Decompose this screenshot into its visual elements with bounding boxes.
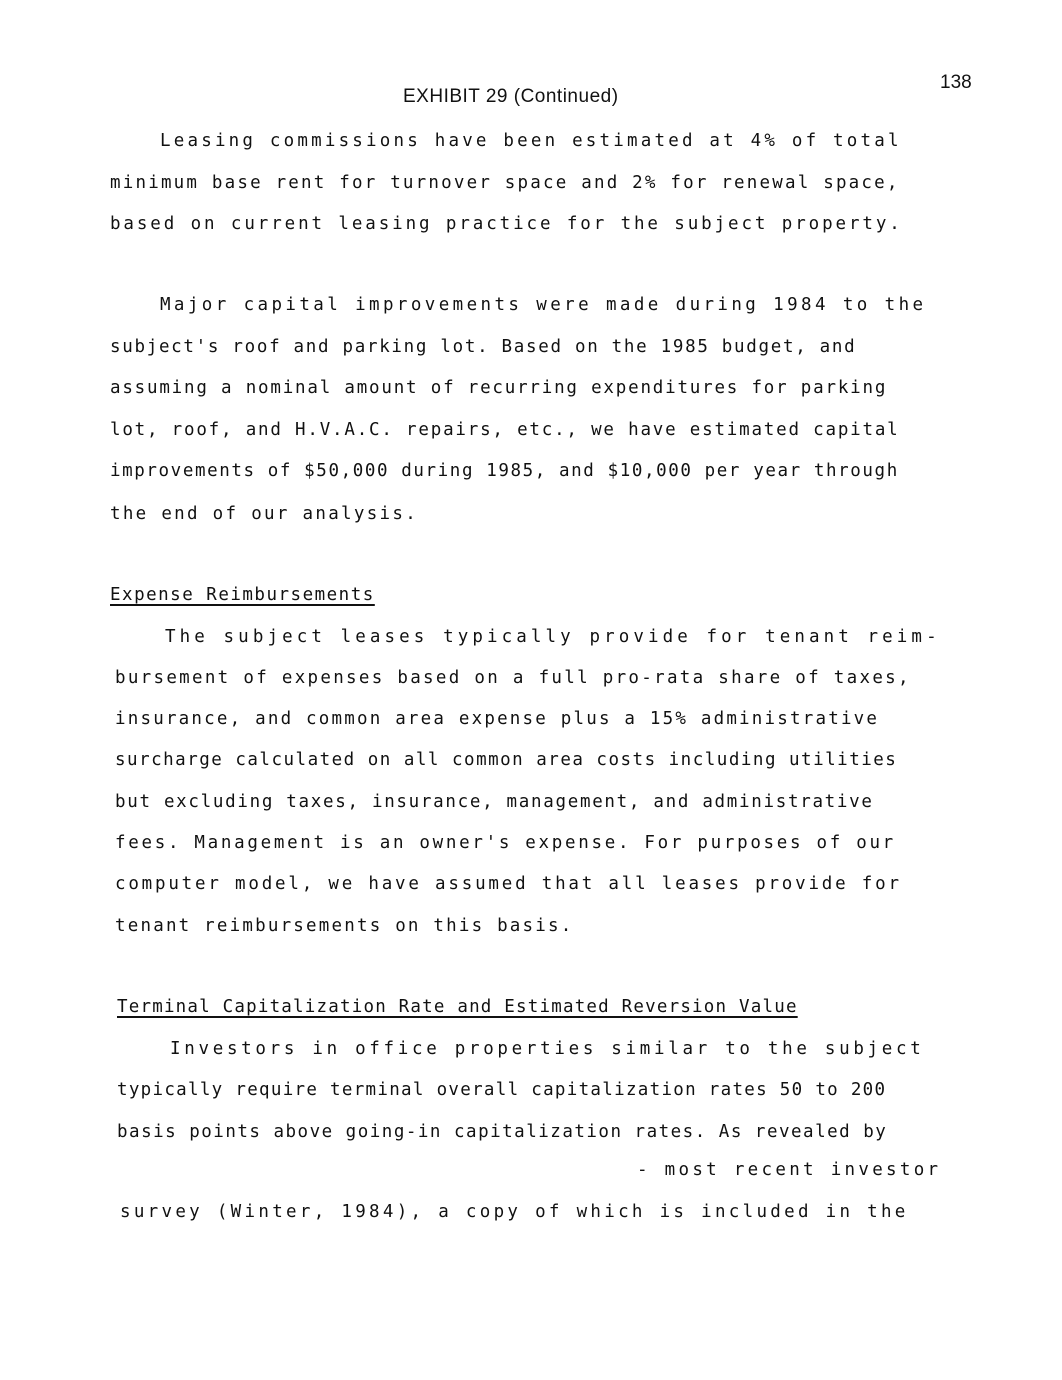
- section-heading-expense-reimbursements: Expense Reimbursements: [110, 585, 375, 605]
- terminal-line: basis points above going-in capitalization rates. As revealed by: [117, 1122, 888, 1142]
- capital-line: assuming a nominal amount of recurring expenditures for parking: [110, 378, 888, 398]
- capital-line: lot, roof, and H.V.A.C. repairs, etc., we have estimated capital: [110, 420, 900, 440]
- terminal-line: survey (Winter, 1984), a copy of which is included in the: [120, 1202, 909, 1222]
- capital-line: improvements of $50,000 during 1985, and $10,000 per year through: [110, 461, 899, 481]
- leasing-line: Leasing commissions have been estimated at 4% of total: [160, 131, 902, 151]
- terminal-line: - most recent investor: [637, 1160, 942, 1180]
- capital-line: subject's roof and parking lot. Based on the 1985 budget, and: [110, 337, 857, 357]
- expense-line: but excluding taxes, insurance, management, and administrative: [115, 792, 874, 812]
- leasing-line: minimum base rent for turnover space and 2% for renewal space,: [110, 173, 900, 193]
- expense-line: The subject leases typically provide for tenant reim-: [165, 627, 941, 647]
- capital-line: the end of our analysis.: [110, 504, 419, 524]
- expense-line: bursement of expenses based on a full pro-rata share of taxes,: [115, 668, 911, 688]
- section-heading-terminal-cap-rate: Terminal Capitalization Rate and Estimated Reversion Value: [117, 997, 798, 1017]
- page-number: 138: [940, 72, 972, 93]
- exhibit-header: EXHIBIT 29 (Continued): [403, 86, 619, 107]
- terminal-line: typically require terminal overall capitalization rates 50 to 200: [117, 1080, 887, 1100]
- expense-line: tenant reimbursements on this basis.: [115, 916, 574, 936]
- expense-line: fees. Management is an owner's expense. For purposes of our: [115, 833, 896, 853]
- expense-line: surcharge calculated on all common area costs including utilities: [115, 750, 898, 770]
- expense-line: insurance, and common area expense plus a 15% administrative: [115, 709, 880, 729]
- terminal-line: Investors in office properties similar to the subject: [170, 1039, 925, 1059]
- expense-line: computer model, we have assumed that all leases provide for: [115, 874, 902, 894]
- capital-line: Major capital improvements were made during 1984 to the: [160, 295, 927, 315]
- leasing-line: based on current leasing practice for the subject property.: [110, 214, 903, 234]
